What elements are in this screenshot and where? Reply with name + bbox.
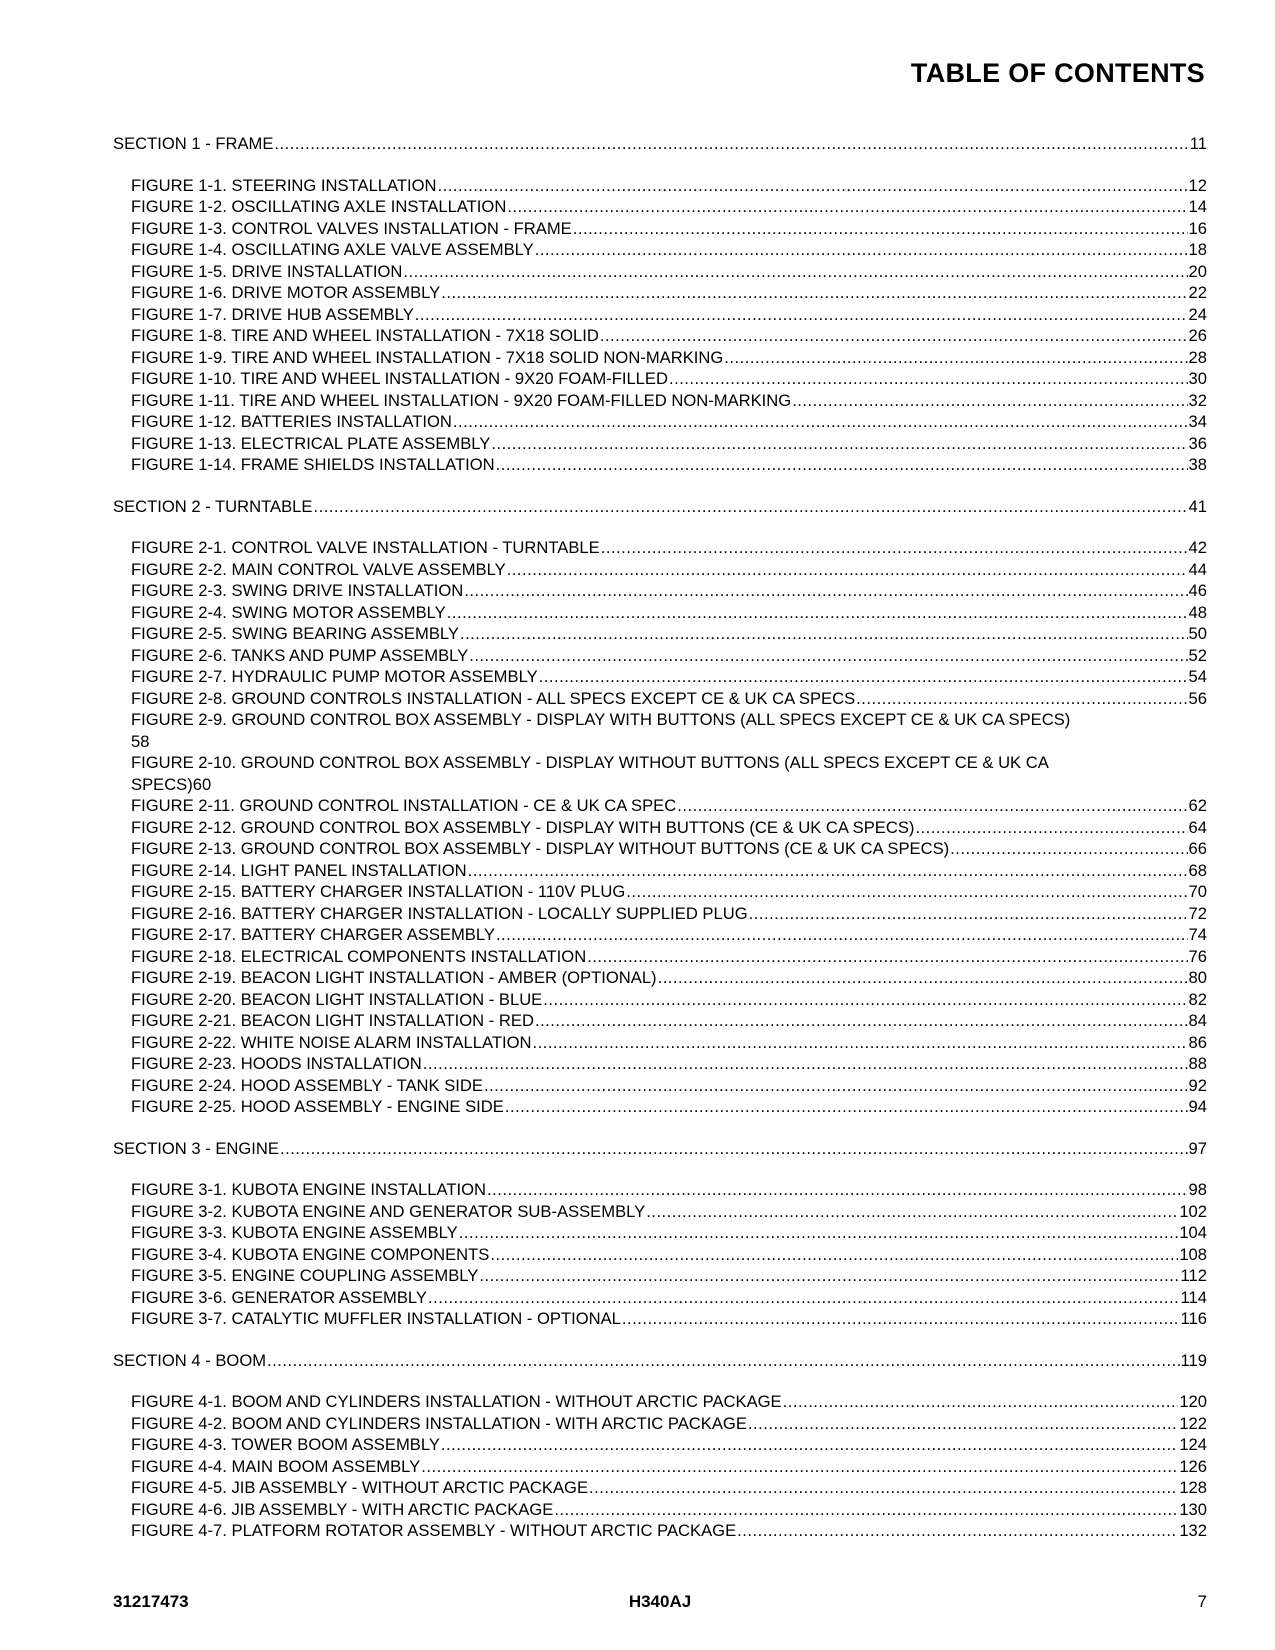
toc-figure-entry-page: 30 xyxy=(1188,369,1207,388)
toc-figure-entry[interactable] xyxy=(131,304,1207,326)
leader-dots xyxy=(274,133,1188,155)
toc-figure-entry[interactable] xyxy=(131,1032,1207,1054)
toc-figure-entry-page: 42 xyxy=(1188,538,1207,557)
toc-figure-entry-page: 114 xyxy=(1180,1287,1207,1307)
leader-dots xyxy=(415,304,1188,326)
spacer xyxy=(113,476,1207,496)
toc-section-entry-page: 11 xyxy=(1189,134,1207,153)
toc-figure-entry-label: FIGURE 3-6. GENERATOR ASSEMBLY xyxy=(131,1287,427,1307)
toc-figure-entry[interactable] xyxy=(131,580,1207,602)
toc-figure-entry-label: FIGURE 1-3. CONTROL VALVES INSTALLATION - FRAME xyxy=(131,218,572,238)
toc-figure-entry[interactable] xyxy=(131,1434,1207,1456)
leader-dots xyxy=(507,559,1188,581)
toc-figure-entry-label: FIGURE 2-13. GROUND CONTROL BOX ASSEMBLY - DISPLAY WITHOUT BUTTONS (CE & UK CA SPECS) xyxy=(131,839,950,858)
toc-figure-entry-page: 74 xyxy=(1188,925,1207,944)
toc-figure-entry-label: FIGURE 1-11. TIRE AND WHEEL INSTALLATION - 9X20 FOAM-FILLED NON-MARKING xyxy=(131,390,792,410)
leader-dots xyxy=(587,946,1187,968)
toc-figure-entry-label: FIGURE 4-3. TOWER BOOM ASSEMBLY xyxy=(131,1435,440,1454)
toc-figure-entry-label: FIGURE 2-14. LIGHT PANEL INSTALLATION xyxy=(131,860,467,880)
toc-figure-entry-page: 112 xyxy=(1180,1266,1207,1285)
toc-figure-entry[interactable] xyxy=(131,411,1207,433)
toc-figure-entry[interactable] xyxy=(131,282,1207,304)
toc-figure-entry-page: 22 xyxy=(1188,283,1207,302)
toc-figure-entry-page: 54 xyxy=(1188,667,1207,686)
toc-figure-entry[interactable] xyxy=(131,1265,1207,1287)
toc-figure-entry[interactable] xyxy=(131,1179,1207,1201)
toc-figure-entry[interactable] xyxy=(131,559,1207,581)
leader-dots xyxy=(915,817,1187,839)
toc-figure-entry-label: FIGURE 3-5. ENGINE COUPLING ASSEMBLY xyxy=(131,1266,479,1285)
toc-figure-entry-label: FIGURE 2-9. GROUND CONTROL BOX ASSEMBLY - DISPLAY WITH BUTTONS (ALL SPECS EXCEPT CE & UK CA SPECS) xyxy=(131,710,1071,729)
leader-dots xyxy=(421,1456,1178,1478)
toc-figure-entry[interactable] xyxy=(131,1096,1207,1118)
toc-figure-entry-page: 66 xyxy=(1188,839,1207,858)
toc-figure-entry-label: FIGURE 2-23. HOODS INSTALLATION xyxy=(131,1054,422,1073)
toc-figure-entry-page: 80 xyxy=(1188,968,1207,987)
toc-figure-entry-page: 62 xyxy=(1188,796,1207,815)
leader-dots xyxy=(600,325,1188,347)
toc-figure-entry[interactable] xyxy=(131,1010,1207,1032)
toc-figure-entry-page: 98 xyxy=(1188,1180,1207,1199)
toc-figure-entry[interactable] xyxy=(131,817,1207,839)
toc-figure-entry-label: FIGURE 1-2. OSCILLATING AXLE INSTALLATION xyxy=(131,197,507,216)
toc-figure-entry-label: FIGURE 2-24. HOOD ASSEMBLY - TANK SIDE xyxy=(131,1075,483,1095)
toc-figure-entry[interactable] xyxy=(131,1201,1207,1223)
leader-dots xyxy=(469,645,1187,667)
table-of-contents xyxy=(113,133,1207,1542)
toc-figure-entry[interactable] xyxy=(131,903,1207,925)
leader-dots xyxy=(459,1222,1179,1244)
toc-figure-entry[interactable] xyxy=(131,666,1207,688)
toc-figure-entry[interactable] xyxy=(131,838,1207,860)
toc-figure-entry-label: FIGURE 2-6. TANKS AND PUMP ASSEMBLY xyxy=(131,645,469,665)
leader-dots xyxy=(669,368,1188,390)
toc-figure-entry-page: 116 xyxy=(1180,1309,1207,1328)
toc-figure-entry-page: 56 xyxy=(1188,688,1207,708)
leader-dots xyxy=(479,1265,1179,1287)
leader-dots xyxy=(792,390,1187,412)
leader-dots xyxy=(507,196,1187,218)
toc-figure-entry-page: 130 xyxy=(1179,1499,1207,1519)
toc-figure-entry[interactable] xyxy=(131,1477,1207,1499)
toc-figure-entry-page: 108 xyxy=(1179,1244,1207,1264)
toc-section-entry[interactable] xyxy=(113,133,1207,155)
toc-figure-entry-page: 24 xyxy=(1188,304,1207,324)
leader-dots xyxy=(280,1138,1188,1160)
leader-dots xyxy=(505,1096,1188,1118)
toc-figure-entry-page: 128 xyxy=(1179,1478,1207,1497)
toc-figure-entry-page: 12 xyxy=(1188,175,1207,195)
leader-dots xyxy=(539,666,1188,688)
leader-dots xyxy=(626,881,1187,903)
leader-dots xyxy=(403,261,1187,283)
toc-figure-entry-label: FIGURE 2-11. GROUND CONTROL INSTALLATION - CE & UK CA SPEC xyxy=(131,796,677,815)
leader-dots xyxy=(724,347,1187,369)
toc-figure-entry-page: 72 xyxy=(1188,903,1207,923)
toc-section-entry[interactable] xyxy=(113,496,1207,518)
toc-figure-entry-page: 26 xyxy=(1188,326,1207,345)
toc-figure-entry-page: 14 xyxy=(1188,197,1207,216)
toc-figure-entry[interactable] xyxy=(131,368,1207,390)
toc-figure-entry-label: FIGURE 4-1. BOOM AND CYLINDERS INSTALLATION - WITHOUT ARCTIC PACKAGE xyxy=(131,1392,782,1411)
leader-dots xyxy=(749,903,1188,925)
toc-section-entry[interactable] xyxy=(113,1350,1207,1372)
toc-figure-entry[interactable] xyxy=(131,175,1207,197)
toc-figure-entry-label: FIGURE 1-13. ELECTRICAL PLATE ASSEMBLY xyxy=(131,433,491,453)
toc-figure-entry-page: 58 xyxy=(131,731,150,751)
toc-figure-entry-label: FIGURE 2-25. HOOD ASSEMBLY - ENGINE SIDE xyxy=(131,1097,504,1116)
toc-figure-entry[interactable] xyxy=(131,1222,1207,1244)
toc-figure-entry-label: FIGURE 4-6. JIB ASSEMBLY - WITH ARCTIC PACKAGE xyxy=(131,1499,554,1519)
toc-figure-entry-page: 38 xyxy=(1188,455,1207,474)
toc-figure-entry[interactable] xyxy=(131,1413,1207,1435)
toc-figure-entry-page: 32 xyxy=(1188,390,1207,410)
toc-section-entry-label: SECTION 4 - BOOM xyxy=(113,1350,267,1370)
toc-figure-entry[interactable] xyxy=(131,1287,1207,1309)
toc-figure-entry[interactable] xyxy=(131,218,1207,240)
leader-dots xyxy=(441,1434,1178,1456)
leader-dots xyxy=(460,623,1188,645)
toc-figure-entry-label: FIGURE 4-2. BOOM AND CYLINDERS INSTALLATION - WITH ARCTIC PACKAGE xyxy=(131,1413,747,1433)
toc-figure-entry-label: FIGURE 2-4. SWING MOTOR ASSEMBLY xyxy=(131,602,446,622)
toc-figure-entry[interactable] xyxy=(131,1520,1207,1542)
leader-dots xyxy=(441,282,1187,304)
toc-figure-entry-page: 46 xyxy=(1188,581,1207,600)
leader-dots xyxy=(491,433,1187,455)
toc-figure-entry-label: FIGURE 1-5. DRIVE INSTALLATION xyxy=(131,261,403,281)
leader-dots xyxy=(535,1010,1188,1032)
toc-section-entry-page: 97 xyxy=(1188,1138,1207,1158)
toc-figure-entry-label: FIGURE 1-8. TIRE AND WHEEL INSTALLATION - 7X18 SOLID xyxy=(131,326,599,345)
leader-dots xyxy=(313,496,1187,518)
toc-figure-entry-page: 124 xyxy=(1179,1435,1207,1454)
leader-dots xyxy=(447,602,1188,624)
toc-figure-entry[interactable] xyxy=(131,1053,1207,1075)
spacer xyxy=(113,1330,1207,1350)
toc-figure-entry-label: FIGURE 4-7. PLATFORM ROTATOR ASSEMBLY - WITHOUT ARCTIC PACKAGE xyxy=(131,1521,737,1540)
toc-figure-entry-page: 68 xyxy=(1188,860,1207,880)
toc-figure-entry-page: 36 xyxy=(1188,433,1207,453)
toc-figure-entry[interactable] xyxy=(131,454,1207,476)
toc-figure-entry-page: 76 xyxy=(1188,946,1207,966)
toc-figure-entry-page: 104 xyxy=(1179,1223,1207,1242)
toc-figure-entry-label: FIGURE 1-6. DRIVE MOTOR ASSEMBLY xyxy=(131,283,441,302)
toc-figure-entry[interactable] xyxy=(131,433,1207,455)
leader-dots xyxy=(856,688,1187,710)
spacer xyxy=(113,1118,1207,1138)
toc-figure-entry-label: FIGURE 2-16. BATTERY CHARGER INSTALLATION - LOCALLY SUPPLIED PLUG xyxy=(131,903,748,923)
toc-figure-entry[interactable] xyxy=(131,1075,1207,1097)
leader-dots xyxy=(543,989,1187,1011)
toc-figure-entry-label: FIGURE 2-20. BEACON LIGHT INSTALLATION - BLUE xyxy=(131,989,543,1009)
toc-figure-entry-label: FIGURE 2-12. GROUND CONTROL BOX ASSEMBLY - DISPLAY WITH BUTTONS (CE & UK CA SPECS) xyxy=(131,817,915,837)
toc-figure-entry-page: 34 xyxy=(1188,412,1207,431)
leader-dots xyxy=(783,1391,1179,1413)
toc-figure-entry-label: FIGURE 1-14. FRAME SHIELDS INSTALLATION xyxy=(131,455,495,474)
toc-figure-entry-page: 102 xyxy=(1179,1201,1207,1221)
toc-figure-entry-page: 16 xyxy=(1188,218,1207,238)
footer-page-number: 7 xyxy=(1197,1592,1207,1611)
leader-dots xyxy=(428,1287,1180,1309)
toc-figure-entry-page: 94 xyxy=(1188,1097,1207,1116)
toc-figure-entry-label: FIGURE 4-4. MAIN BOOM ASSEMBLY xyxy=(131,1456,421,1476)
toc-figure-entry[interactable] xyxy=(131,946,1207,968)
leader-dots xyxy=(453,411,1188,433)
leader-dots xyxy=(532,1032,1187,1054)
toc-figure-entry[interactable] xyxy=(131,752,1207,795)
leader-dots xyxy=(487,1179,1188,1201)
toc-section-entry-label: SECTION 1 - FRAME xyxy=(113,134,274,153)
leader-dots xyxy=(554,1499,1178,1521)
toc-figure-entry-label: FIGURE 2-2. MAIN CONTROL VALVE ASSEMBLY xyxy=(131,559,506,579)
footer-doc-number: 31217473 xyxy=(113,1592,189,1611)
toc-figure-entry[interactable] xyxy=(131,1499,1207,1521)
spacer xyxy=(113,155,1207,175)
toc-figure-entry-label: FIGURE 1-4. OSCILLATING AXLE VALVE ASSEMBLY xyxy=(131,240,534,259)
toc-section-entry[interactable] xyxy=(113,1138,1207,1160)
leader-dots xyxy=(496,454,1188,476)
toc-figure-entry-label: FIGURE 2-17. BATTERY CHARGER ASSEMBLY xyxy=(131,925,495,944)
toc-figure-entry[interactable] xyxy=(131,645,1207,667)
toc-figure-entry[interactable] xyxy=(131,623,1207,645)
leader-dots xyxy=(490,1244,1178,1266)
toc-figure-entry-label-continued: SPECS) xyxy=(131,774,193,794)
toc-figure-entry-page: 120 xyxy=(1179,1392,1207,1411)
toc-figure-entry-label: FIGURE 2-7. HYDRAULIC PUMP MOTOR ASSEMBLY xyxy=(131,667,538,686)
leader-dots xyxy=(950,838,1187,860)
toc-figure-entry[interactable] xyxy=(131,390,1207,412)
toc-figure-entry-label: FIGURE 3-3. KUBOTA ENGINE ASSEMBLY xyxy=(131,1223,458,1242)
toc-figure-entry-label: FIGURE 2-3. SWING DRIVE INSTALLATION xyxy=(131,581,464,600)
toc-figure-entry-page: 48 xyxy=(1188,602,1207,622)
leader-dots xyxy=(484,1075,1188,1097)
leader-dots xyxy=(748,1413,1178,1435)
toc-section-entry-page: 119 xyxy=(1180,1350,1207,1370)
toc-figure-entry-label: FIGURE 2-10. GROUND CONTROL BOX ASSEMBLY - DISPLAY WITHOUT BUTTONS (ALL SPECS EXCEPT CE & UK CA xyxy=(131,753,1049,772)
leader-dots xyxy=(267,1350,1179,1372)
toc-figure-entry-label: FIGURE 2-21. BEACON LIGHT INSTALLATION - RED xyxy=(131,1011,534,1030)
toc-figure-entry[interactable] xyxy=(131,688,1207,710)
toc-figure-entry-label: FIGURE 1-1. STEERING INSTALLATION xyxy=(131,175,437,195)
toc-figure-entry-page: 82 xyxy=(1188,989,1207,1009)
toc-figure-entry-label: FIGURE 3-2. KUBOTA ENGINE AND GENERATOR SUB-ASSEMBLY xyxy=(131,1201,646,1221)
footer-model: H340AJ xyxy=(628,1592,692,1611)
toc-figure-entry[interactable] xyxy=(131,196,1207,218)
leader-dots xyxy=(423,1053,1188,1075)
toc-figure-entry-label: FIGURE 2-5. SWING BEARING ASSEMBLY xyxy=(131,624,459,643)
toc-figure-entry-label: FIGURE 1-7. DRIVE HUB ASSEMBLY xyxy=(131,304,414,324)
leader-dots xyxy=(535,239,1188,261)
leader-dots xyxy=(496,924,1188,946)
toc-figure-entry-label: FIGURE 3-7. CATALYTIC MUFFLER INSTALLATION - OPTIONAL xyxy=(131,1309,621,1328)
toc-figure-entry-page: 60 xyxy=(192,774,212,794)
toc-figure-entry[interactable] xyxy=(131,537,1207,559)
toc-figure-entry-page: 70 xyxy=(1188,882,1207,901)
toc-figure-entry[interactable] xyxy=(131,602,1207,624)
toc-figure-entry-label: FIGURE 4-5. JIB ASSEMBLY - WITHOUT ARCTIC PACKAGE xyxy=(131,1478,589,1497)
toc-figure-entry[interactable] xyxy=(131,967,1207,989)
spacer xyxy=(113,1159,1207,1179)
toc-figure-entry[interactable] xyxy=(131,1391,1207,1413)
toc-figure-entry-page: 86 xyxy=(1188,1032,1207,1052)
spacer xyxy=(113,1371,1207,1391)
toc-figure-entry-page: 18 xyxy=(1188,240,1207,259)
page-title: TABLE OF CONTENTS xyxy=(910,58,1205,88)
leader-dots xyxy=(464,580,1187,602)
leader-dots xyxy=(438,175,1188,197)
toc-figure-entry-page: 92 xyxy=(1188,1075,1207,1095)
toc-figure-entry[interactable] xyxy=(131,239,1207,261)
toc-figure-entry-label: FIGURE 2-15. BATTERY CHARGER INSTALLATION - 110V PLUG xyxy=(131,882,626,901)
toc-figure-entry[interactable] xyxy=(131,1456,1207,1478)
toc-figure-entry-label: FIGURE 1-9. TIRE AND WHEEL INSTALLATION - 7X18 SOLID NON-MARKING xyxy=(131,347,724,367)
toc-figure-entry-page: 126 xyxy=(1179,1456,1207,1476)
toc-figure-entry-label: FIGURE 2-1. CONTROL VALVE INSTALLATION - TURNTABLE xyxy=(131,538,600,557)
toc-figure-entry-page: 88 xyxy=(1188,1054,1207,1073)
toc-figure-entry-page: 44 xyxy=(1188,559,1207,579)
toc-figure-entry[interactable] xyxy=(131,1244,1207,1266)
toc-figure-entry[interactable] xyxy=(131,261,1207,283)
toc-section-entry-label: SECTION 2 - TURNTABLE xyxy=(113,496,313,516)
toc-figure-entry-label: FIGURE 2-18. ELECTRICAL COMPONENTS INSTALLATION xyxy=(131,946,587,966)
toc-figure-entry-label: FIGURE 3-4. KUBOTA ENGINE COMPONENTS xyxy=(131,1244,490,1264)
toc-figure-entry-label: FIGURE 2-19. BEACON LIGHT INSTALLATION - AMBER (OPTIONAL) xyxy=(131,968,657,987)
toc-figure-entry[interactable] xyxy=(131,709,1207,752)
toc-figure-entry[interactable] xyxy=(131,1308,1207,1330)
toc-figure-entry-page: 132 xyxy=(1179,1521,1207,1540)
toc-figure-entry[interactable] xyxy=(131,325,1207,347)
toc-figure-entry-page: 122 xyxy=(1179,1413,1207,1433)
toc-figure-entry-continuation xyxy=(131,731,1207,753)
leader-dots xyxy=(468,860,1188,882)
leader-dots xyxy=(658,967,1188,989)
toc-figure-entry-continuation xyxy=(131,774,1207,796)
leader-dots xyxy=(737,1520,1178,1542)
toc-figure-entry-label: FIGURE 1-12. BATTERIES INSTALLATION xyxy=(131,412,452,431)
toc-figure-entry[interactable] xyxy=(131,795,1207,817)
toc-section-entry-page: 41 xyxy=(1188,496,1207,516)
leader-dots xyxy=(589,1477,1178,1499)
toc-figure-entry[interactable] xyxy=(131,860,1207,882)
toc-figure-entry-page: 52 xyxy=(1188,645,1207,665)
toc-figure-entry-page: 84 xyxy=(1188,1011,1207,1030)
leader-dots xyxy=(677,795,1187,817)
leader-dots xyxy=(646,1201,1178,1223)
toc-figure-entry[interactable] xyxy=(131,989,1207,1011)
leader-dots xyxy=(573,218,1188,240)
toc-figure-entry-label: FIGURE 3-1. KUBOTA ENGINE INSTALLATION xyxy=(131,1180,486,1199)
toc-figure-entry-page: 28 xyxy=(1188,347,1207,367)
toc-figure-entry-label: FIGURE 1-10. TIRE AND WHEEL INSTALLATION - 9X20 FOAM-FILLED xyxy=(131,369,668,388)
toc-figure-entry-label: FIGURE 2-22. WHITE NOISE ALARM INSTALLATION xyxy=(131,1032,532,1052)
leader-dots xyxy=(601,537,1188,559)
toc-figure-entry-label: FIGURE 2-8. GROUND CONTROLS INSTALLATION - ALL SPECS EXCEPT CE & UK CA SPECS xyxy=(131,688,856,708)
toc-figure-entry[interactable] xyxy=(131,881,1207,903)
toc-figure-entry[interactable] xyxy=(131,347,1207,369)
toc-figure-entry[interactable] xyxy=(131,924,1207,946)
leader-dots xyxy=(622,1308,1180,1330)
toc-figure-entry-page: 20 xyxy=(1188,261,1207,281)
spacer xyxy=(113,517,1207,537)
toc-figure-entry-page: 64 xyxy=(1188,817,1207,837)
toc-figure-entry-page: 50 xyxy=(1188,624,1207,643)
toc-section-entry-label: SECTION 3 - ENGINE xyxy=(113,1138,279,1158)
